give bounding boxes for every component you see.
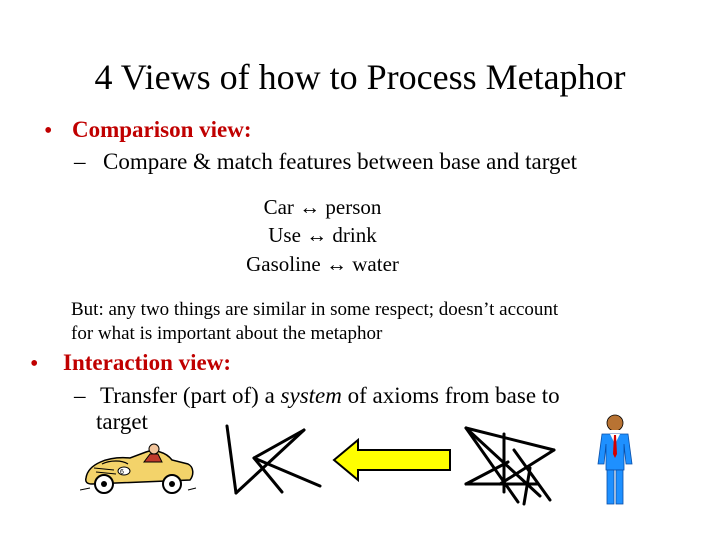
system-emphasis: system <box>280 383 342 408</box>
note-line-1: But: any two things are similar in some respect; doesn’t account <box>71 299 559 320</box>
yellow-arrow-icon <box>332 438 452 482</box>
interaction-view-heading: Interaction view: <box>63 350 231 375</box>
subpoint-text: of axioms from base to <box>341 383 560 408</box>
slide-title: 4 Views of how to Process Metaphor <box>94 57 626 97</box>
pair-left: Use <box>268 223 301 247</box>
pair-right: person <box>325 195 382 219</box>
pair-row <box>200 193 445 222</box>
target-system-diagram-icon <box>460 424 560 506</box>
comparison-view-heading: Comparison view: <box>72 117 252 142</box>
double-arrow-icon: ↔ <box>306 223 328 247</box>
comparison-subpoint: Compare & match features between base and target <box>103 149 578 174</box>
interaction-subpoint <box>100 382 560 409</box>
pair-right: water <box>352 252 399 276</box>
person-clipart-icon <box>590 414 640 506</box>
car-clipart-icon <box>80 440 198 496</box>
pair-left: Car <box>263 195 294 219</box>
pair-row <box>200 250 445 279</box>
svg-text:6: 6 <box>120 469 124 476</box>
pair-right: drink <box>332 223 377 247</box>
interaction-subpoint-cont: target <box>96 409 148 434</box>
subpoint-text: Transfer (part of) a <box>100 383 281 408</box>
sub-dash: – <box>74 149 86 174</box>
note-line-2: for what is important about the metaphor <box>71 323 383 344</box>
base-system-diagram-icon <box>224 422 324 496</box>
bullet-marker: • <box>44 118 53 144</box>
double-arrow-icon: ↔ <box>326 252 347 276</box>
sub-dash: – <box>74 383 86 408</box>
bullet-marker: • <box>30 351 39 377</box>
pair-row <box>200 221 445 250</box>
pair-left: Gasoline <box>246 252 321 276</box>
double-arrow-icon: ↔ <box>299 195 321 219</box>
